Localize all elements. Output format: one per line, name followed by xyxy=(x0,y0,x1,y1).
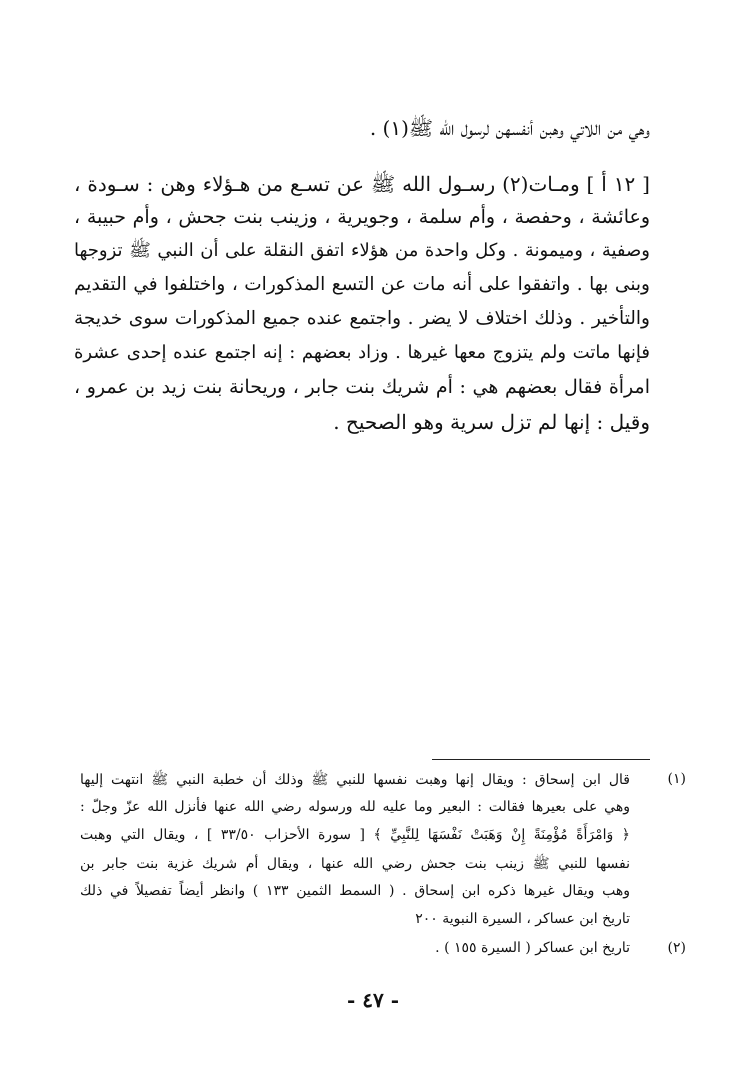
footnote-2-number: (٢) xyxy=(667,940,686,956)
paragraph-2-line-1: [ ١٢ أ ] ومـات(٢) رسـول الله ﷺ عن تسـع من هـؤلاء وهن : سـودة ، xyxy=(74,172,650,196)
footnote-1-number: (١) xyxy=(667,771,686,787)
footnote-1-line-4: نفسها للنبي ﷺ زينب بنت جحش رضي الله عنها ، ويقال أم شريك غزية بنت جابر بن xyxy=(80,856,630,872)
footnote-1-line-6: تاريخ ابن عساكر ، السيرة النبوية ٢٠٠ xyxy=(415,911,630,927)
footnote-1-line-2: وهي على بعيرها فقالت : البعير وما عليه لله ورسوله رضي الله عنها فأنزل الله عزّ وجلّ : xyxy=(80,799,630,815)
footnote-separator xyxy=(432,759,650,760)
paragraph-2-line-6: فإنها ماتت ولم يتزوج معها غيرها . وزاد بعضهم : إنه اجتمع عنده إحدى عشرة xyxy=(74,342,650,363)
paragraph-2-line-5: والتأخير . وذلك اختلاف لا يضر . واجتمع عنده جميع المذكورات سوى خديجة xyxy=(74,308,650,329)
paragraph-1-line-1: وهي من اللاتي وهبن أنفسهن لرسول الله ﷺ(١) . xyxy=(369,116,650,140)
paragraph-2-line-7: امرأة فقال بعضهم هي : أم شريك بنت جابر ، وريحانة بنت زيد بن عمرو ، xyxy=(74,376,650,398)
paragraph-2-line-3: وصفية ، وميمونة . وكل واحدة من هؤلاء اتفق النقلة على أن النبي ﷺ تزوجها xyxy=(74,240,650,261)
page-number: - ٤٧ - xyxy=(346,988,399,1012)
paragraph-2-line-2: وعائشة ، وحفصة ، وأم سلمة ، وجويرية ، وزينب بنت جحش ، وأم حبيبة ، xyxy=(74,206,650,228)
footnote-1-line-3: ﴿ وَامْرَأَةً مُؤْمِنَةً إِنْ وَهَبَتْ نَفْسَهَا لِلنَّبِيِّ ﴾ [ سورة الأحزاب ٣٣/٥٠ ] ، ويقال التي وهبت xyxy=(80,827,630,843)
paragraph-2-line-4: وبنى بها . واتفقوا على أنه مات عن التسع المذكورات ، واختلفوا في التقديم xyxy=(74,274,650,295)
footnote-2-line-1: تاريخ ابن عساكر ( السيرة ١٥٥ ) . xyxy=(435,940,630,956)
paragraph-2-line-8: وقيل : إنها لم تزل سرية وهو الصحيح . xyxy=(333,410,650,434)
footnote-1-line-1: قال ابن إسحاق : ويقال إنها وهبت نفسها للنبي ﷺ وذلك أن خطبة النبي ﷺ انتهت إليها xyxy=(80,772,630,788)
footnote-1-line-5: وهب ويقال غيرها ذكره ابن إسحاق . ( السمط الثمين ١٣٣ ) وانظر أيضاً تفصيلاً في ذلك xyxy=(80,883,630,899)
